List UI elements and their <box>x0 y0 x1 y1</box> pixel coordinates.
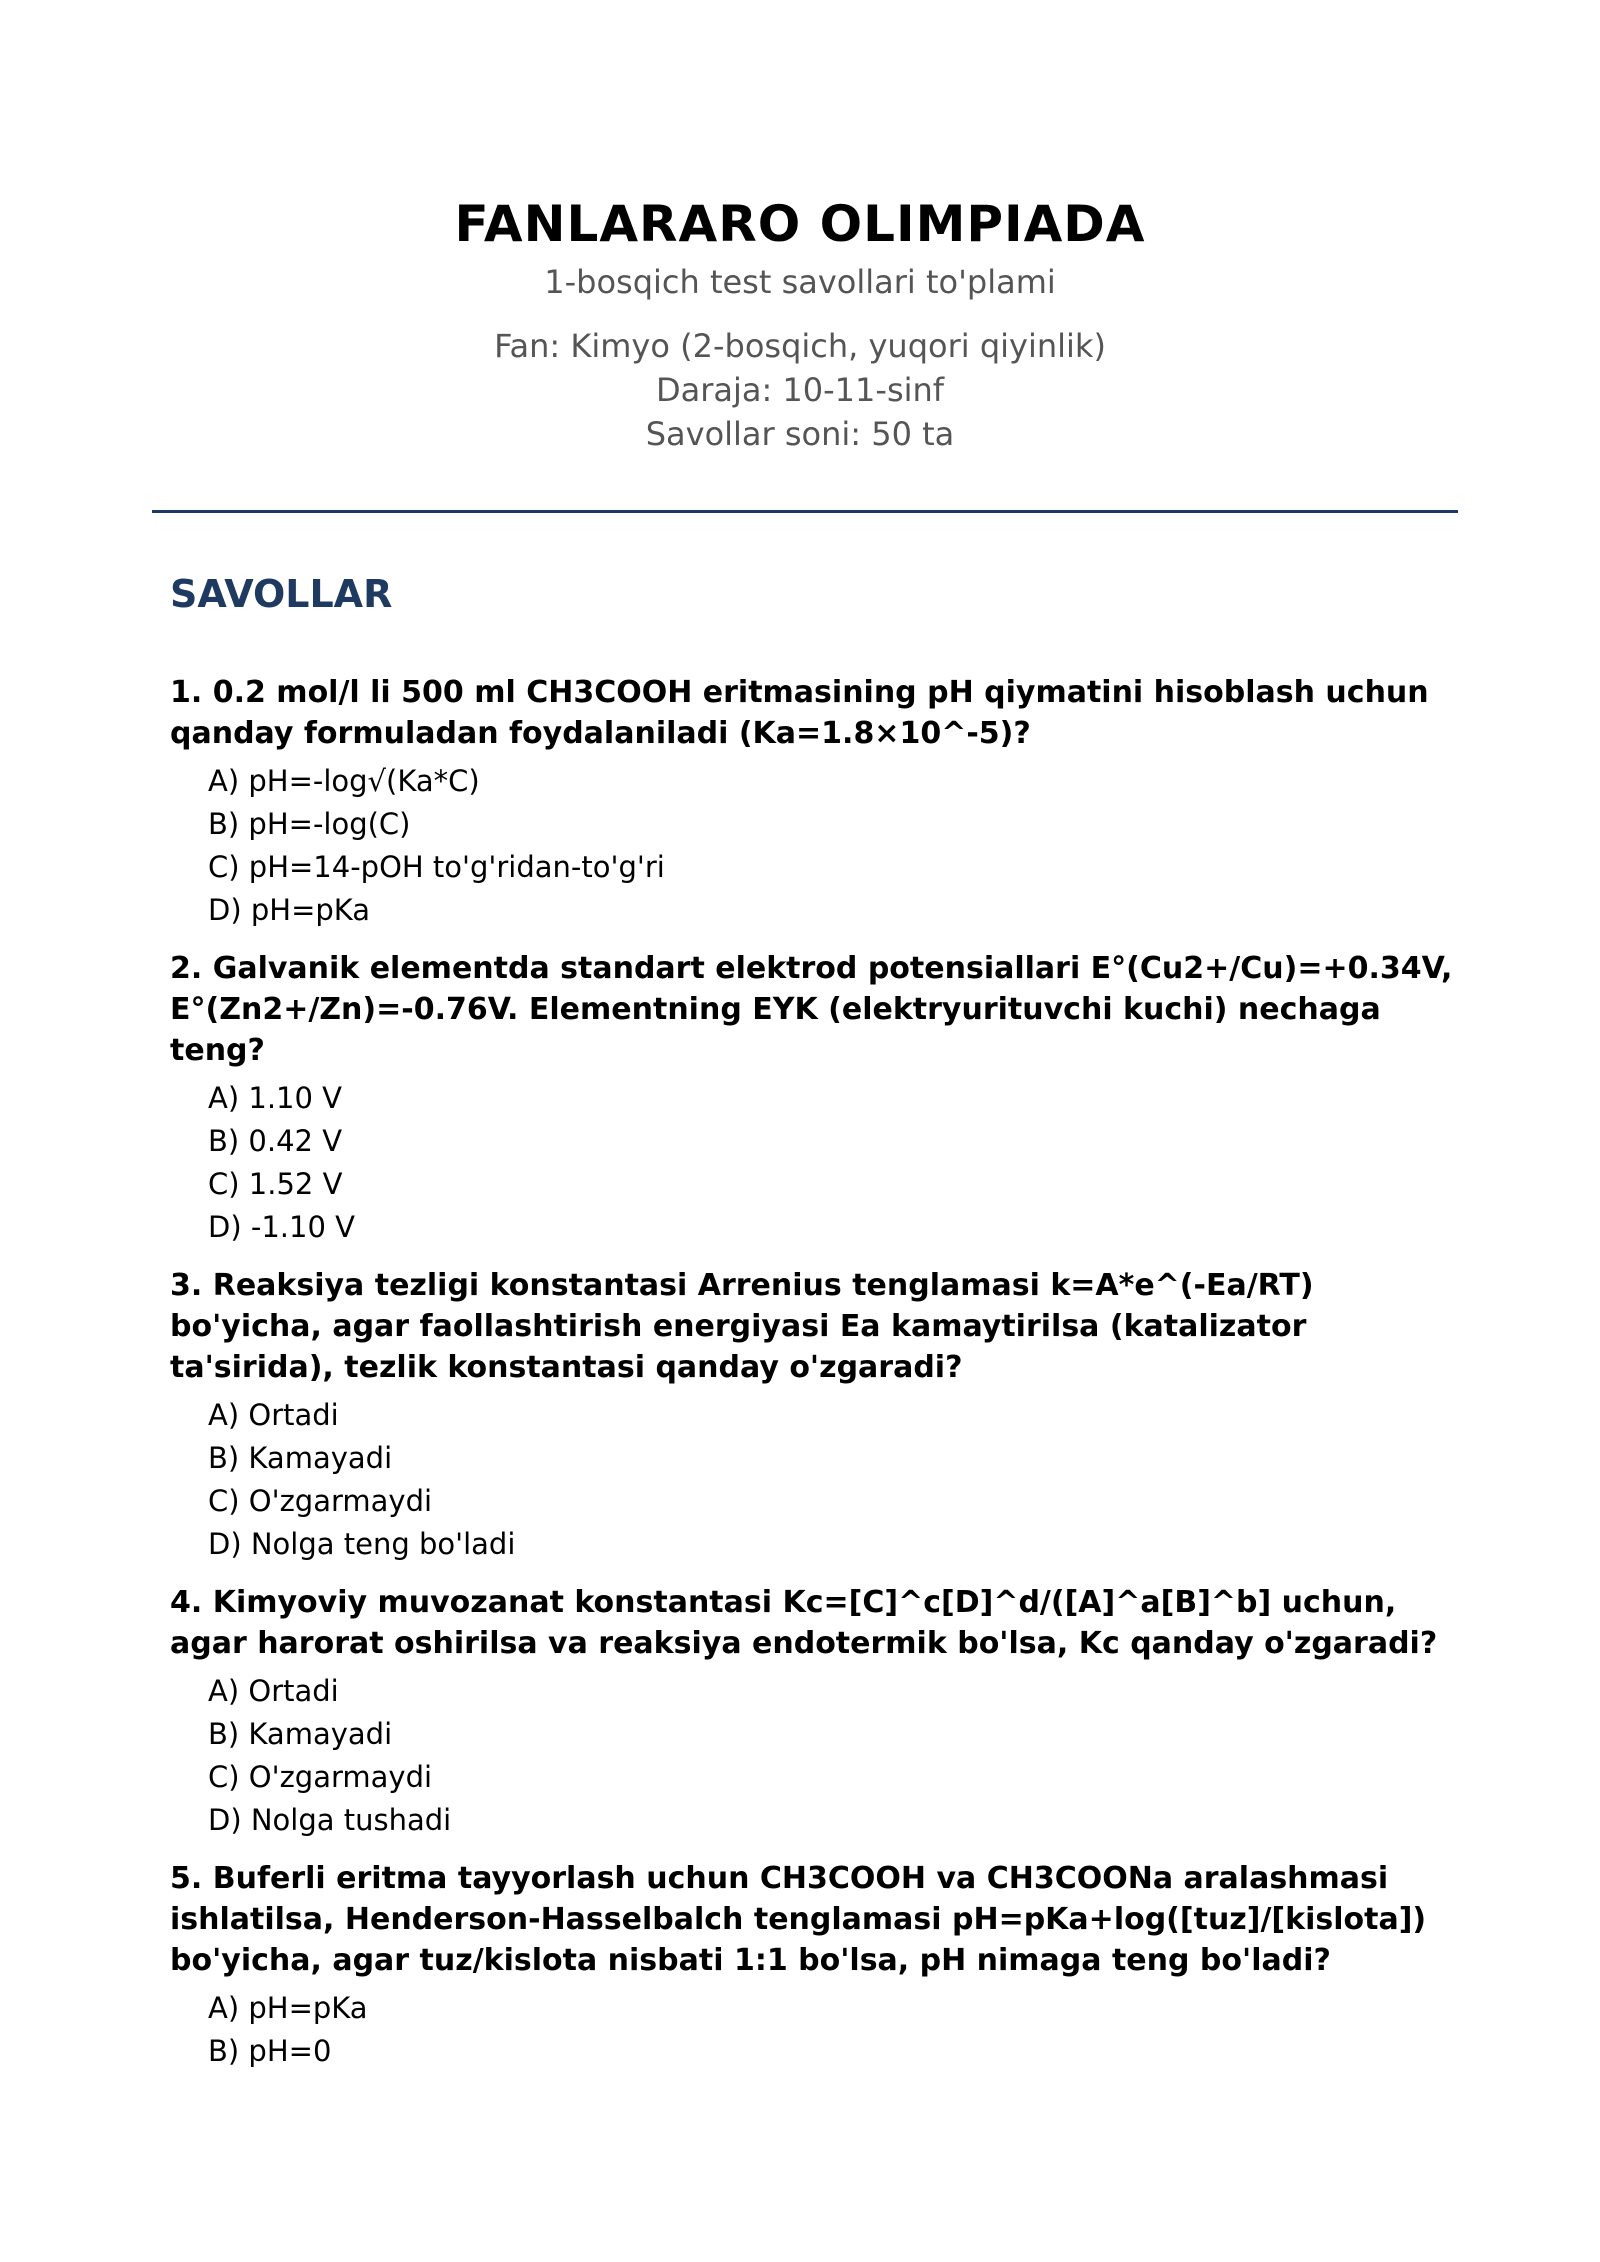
answer-option: B) 0.42 V <box>208 1124 343 1158</box>
answer-option: D) pH=pKa <box>208 893 371 927</box>
answer-option: D) Nolga teng bo'ladi <box>208 1527 516 1561</box>
header-divider <box>152 510 1458 513</box>
question-count-line: Savollar soni: 50 ta <box>645 415 955 453</box>
answer-option: A) pH=pKa <box>208 1991 368 2025</box>
question-item <box>170 948 1470 1249</box>
answer-option: C) O'zgarmaydi <box>208 1760 433 1794</box>
document-meta <box>0 324 1600 456</box>
question-text: 3. Reaksiya tezligi konstantasi Arrenius tenglamasi k=A*e^(-Ea/RT) bo'yicha, agar faollashtirish energiyasi Ea kamaytirilsa (katalizator ta'sirida), tezlik konstantasi qanday o'zgaradi? <box>170 1268 1314 1385</box>
answer-options <box>170 1394 1470 1566</box>
question-text: 4. Kimyoviy muvozanat konstantasi Kc=[C]^c[D]^d/([A]^a[B]^b] uchun, agar harorat oshirilsa va reaksiya endotermik bo'lsa, Kc qanday o'zgaradi? <box>170 1585 1438 1661</box>
question-item <box>170 1265 1470 1566</box>
section-title: SAVOLLAR <box>170 572 393 616</box>
answer-option: A) Ortadi <box>208 1674 339 1708</box>
answer-option: C) 1.52 V <box>208 1167 343 1201</box>
question-text: 5. Buferli eritma tayyorlash uchun CH3COOH va CH3COONa aralashmasi ishlatilsa, Henderson-Hasselbalch tenglamasi pH=pKa+log([tuz]/[kislota]) bo'yicha, agar tuz/kislota nisbati 1:1 bo'lsa, pH nimaga teng bo'ladi? <box>170 1861 1427 1978</box>
answer-option: A) Ortadi <box>208 1398 339 1432</box>
answer-option: B) Kamayadi <box>208 1717 393 1751</box>
answer-option: D) Nolga tushadi <box>208 1803 452 1837</box>
answer-options <box>170 1077 1470 1249</box>
question-text: 1. 0.2 mol/l li 500 ml CH3COOH eritmasining pH qiymatini hisoblash uchun qanday formuladan foydalaniladi (Ka=1.8×10^-5)? <box>170 675 1429 751</box>
answer-options <box>170 760 1470 932</box>
answer-options <box>170 1987 1470 2073</box>
answer-option: A) 1.10 V <box>208 1081 342 1115</box>
question-item <box>170 1858 1470 2073</box>
question-list <box>170 672 1470 2089</box>
subject-line: Fan: Kimyo (2-bosqich, yuqori qiyinlik) <box>494 327 1106 365</box>
grade-level-line: Daraja: 10-11-sinf <box>655 371 945 409</box>
answer-option: C) pH=14-pOH to'g'ridan-to'g'ri <box>208 850 665 884</box>
answer-option: C) O'zgarmaydi <box>208 1484 433 1518</box>
answer-option: B) pH=-log(C) <box>208 807 411 841</box>
answer-option: A) pH=-log√(Ka*C) <box>208 764 480 798</box>
answer-option: B) Kamayadi <box>208 1441 393 1475</box>
answer-options <box>170 1670 1470 1842</box>
document-subtitle: 1-bosqich test savollari to'plami <box>544 263 1056 301</box>
document-header <box>0 188 1600 456</box>
answer-option: D) -1.10 V <box>208 1210 355 1244</box>
question-text: 2. Galvanik elementda standart elektrod potensiallari E°(Cu2+/Cu)=+0.34V, E°(Zn2+/Zn)=-0.76V. Elementning EYK (elektryurituvchi kuchi) nechaga teng? <box>170 951 1453 1068</box>
question-item <box>170 1582 1470 1842</box>
answer-option: B) pH=0 <box>208 2034 332 2068</box>
question-item <box>170 672 1470 932</box>
document-title: FANLARARO OLIMPIADA <box>454 195 1146 253</box>
